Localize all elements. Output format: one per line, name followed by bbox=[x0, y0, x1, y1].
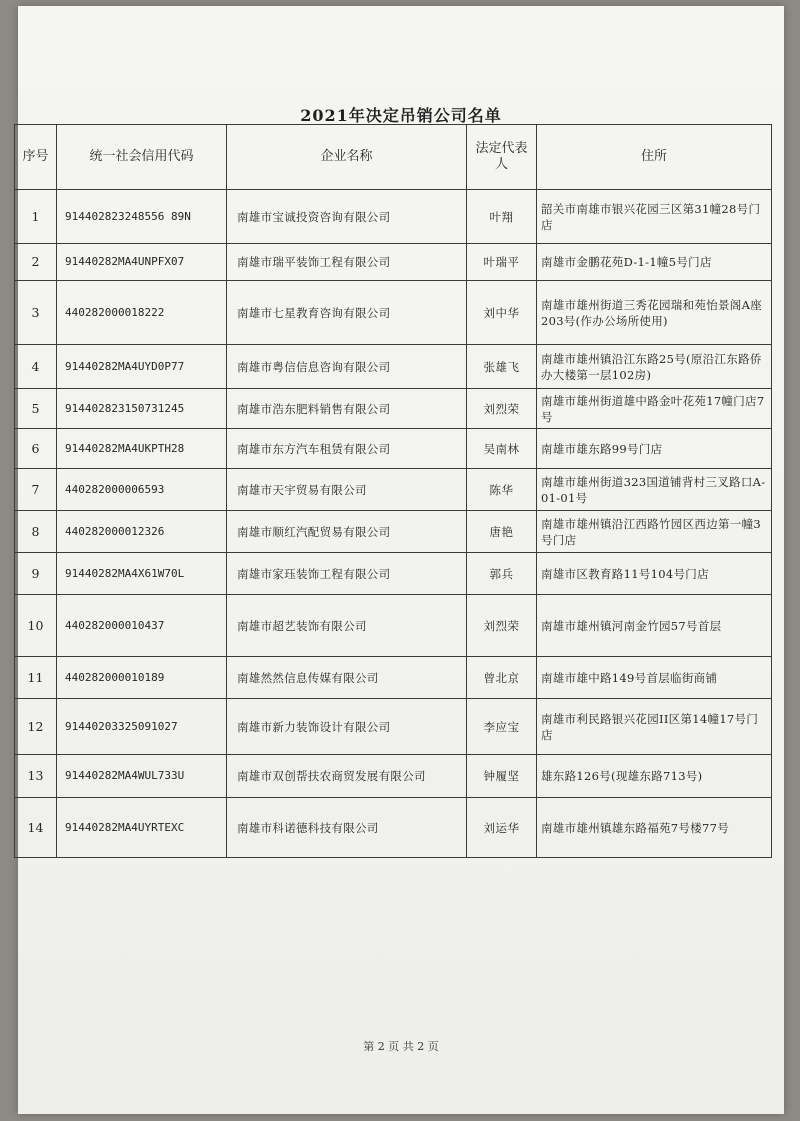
document-title: 2021年决定吊销公司名单 bbox=[300, 106, 502, 125]
header-no: 序号 bbox=[15, 125, 57, 190]
cell-name: 南雄市浩东肥料销售有限公司 bbox=[227, 389, 467, 429]
document-page bbox=[18, 6, 784, 1114]
cell-name: 南雄市天宇贸易有限公司 bbox=[227, 469, 467, 511]
table-row bbox=[15, 595, 772, 657]
table-row bbox=[15, 345, 772, 389]
cell-name: 南雄市瑞平装饰工程有限公司 bbox=[227, 244, 467, 281]
cell-rep: 吴南林 bbox=[467, 429, 537, 469]
cell-code: 914402823248556 89N bbox=[57, 190, 227, 244]
cell-addr: 南雄市雄州镇沿江东路25号(原沿江东路侨办大楼第一层102房) bbox=[537, 345, 772, 389]
cell-rep: 李应宝 bbox=[467, 699, 537, 755]
cell-name: 南雄市家珏装饰工程有限公司 bbox=[227, 553, 467, 595]
cell-rep: 刘运华 bbox=[467, 798, 537, 858]
cell-name: 南雄市粤信信息咨询有限公司 bbox=[227, 345, 467, 389]
cell-name: 南雄然然信息传媒有限公司 bbox=[227, 657, 467, 699]
cell-rep: 钟履坚 bbox=[467, 755, 537, 798]
cell-no: 14 bbox=[15, 798, 57, 858]
cell-code: 91440282MA4UYD0P77 bbox=[57, 345, 227, 389]
table-row bbox=[15, 469, 772, 511]
cell-no: 9 bbox=[15, 553, 57, 595]
cell-code: 91440282MA4UYRTEXC bbox=[57, 798, 227, 858]
cell-addr: 南雄市区教育路11号104号门店 bbox=[537, 553, 772, 595]
table-row bbox=[15, 281, 772, 345]
cell-no: 3 bbox=[15, 281, 57, 345]
cell-addr: 南雄市金鹏花苑D-1-1幢5号门店 bbox=[537, 244, 772, 281]
cell-no: 11 bbox=[15, 657, 57, 699]
cell-addr: 南雄市雄中路149号首层临街商铺 bbox=[537, 657, 772, 699]
cell-rep: 叶翔 bbox=[467, 190, 537, 244]
cell-name: 南雄市七星教育咨询有限公司 bbox=[227, 281, 467, 345]
cell-addr: 南雄市利民路银兴花园II区第14幢17号门店 bbox=[537, 699, 772, 755]
cell-code: 91440282MA4WUL733U bbox=[57, 755, 227, 798]
cell-code: 91440282MA4UKPTH28 bbox=[57, 429, 227, 469]
cell-addr: 南雄市雄州镇雄东路福苑7号楼77号 bbox=[537, 798, 772, 858]
cell-rep: 刘烈荣 bbox=[467, 595, 537, 657]
cell-addr: 南雄市雄州镇沿江西路竹园区西边第一幢3号门店 bbox=[537, 511, 772, 553]
cell-rep: 曾北京 bbox=[467, 657, 537, 699]
cell-rep: 叶瑞平 bbox=[467, 244, 537, 281]
cell-rep: 刘中华 bbox=[467, 281, 537, 345]
cell-no: 6 bbox=[15, 429, 57, 469]
cell-name: 南雄市宝诚投资咨询有限公司 bbox=[227, 190, 467, 244]
table-row bbox=[15, 511, 772, 553]
cell-no: 10 bbox=[15, 595, 57, 657]
header-code: 统一社会信用代码 bbox=[57, 125, 227, 190]
cell-name: 南雄市双创帮扶农商贸发展有限公司 bbox=[227, 755, 467, 798]
cell-rep: 刘烈荣 bbox=[467, 389, 537, 429]
table-row bbox=[15, 699, 772, 755]
cell-addr: 南雄市雄州街道三秀花园瑞和苑怡景阁A座203号(作办公场所使用) bbox=[537, 281, 772, 345]
cell-code: 440282000018222 bbox=[57, 281, 227, 345]
table-row bbox=[15, 553, 772, 595]
page-number-footer: 第 2 页 共 2 页 bbox=[363, 1040, 439, 1053]
cell-addr: 南雄市雄州街道雄中路金叶花苑17幢门店7号 bbox=[537, 389, 772, 429]
cell-no: 1 bbox=[15, 190, 57, 244]
header-addr: 住所 bbox=[537, 125, 772, 190]
table-header-row bbox=[15, 125, 772, 190]
cell-name: 南雄市超艺装饰有限公司 bbox=[227, 595, 467, 657]
cell-code: 440282000006593 bbox=[57, 469, 227, 511]
cell-code: 914402823150731245 bbox=[57, 389, 227, 429]
cell-rep: 陈华 bbox=[467, 469, 537, 511]
cell-code: 440282000012326 bbox=[57, 511, 227, 553]
cell-no: 8 bbox=[15, 511, 57, 553]
revoked-companies-table bbox=[14, 124, 772, 858]
cell-code: 440282000010189 bbox=[57, 657, 227, 699]
cell-no: 13 bbox=[15, 755, 57, 798]
cell-no: 12 bbox=[15, 699, 57, 755]
cell-addr: 雄东路126号(现雄东路713号) bbox=[537, 755, 772, 798]
cell-name: 南雄市东方汽车租赁有限公司 bbox=[227, 429, 467, 469]
cell-rep: 唐艳 bbox=[467, 511, 537, 553]
cell-code: 91440203325091027 bbox=[57, 699, 227, 755]
cell-no: 7 bbox=[15, 469, 57, 511]
cell-addr: 南雄市雄东路99号门店 bbox=[537, 429, 772, 469]
cell-no: 2 bbox=[15, 244, 57, 281]
cell-rep: 郭兵 bbox=[467, 553, 537, 595]
header-name: 企业名称 bbox=[227, 125, 467, 190]
cell-name: 南雄市顺红汽配贸易有限公司 bbox=[227, 511, 467, 553]
table-row bbox=[15, 244, 772, 281]
table-row bbox=[15, 798, 772, 858]
table-row bbox=[15, 755, 772, 798]
table-row bbox=[15, 389, 772, 429]
cell-addr: 南雄市雄州街道323国道铺背村三叉路口A-01-01号 bbox=[537, 469, 772, 511]
cell-rep: 张雄飞 bbox=[467, 345, 537, 389]
cell-addr: 韶关市南雄市银兴花园三区第31幢28号门店 bbox=[537, 190, 772, 244]
header-rep: 法定代表人 bbox=[467, 125, 537, 190]
cell-no: 4 bbox=[15, 345, 57, 389]
cell-addr: 南雄市雄州镇河南金竹园57号首层 bbox=[537, 595, 772, 657]
cell-code: 91440282MA4UNPFX07 bbox=[57, 244, 227, 281]
table-row bbox=[15, 429, 772, 469]
cell-code: 440282000010437 bbox=[57, 595, 227, 657]
table-row bbox=[15, 657, 772, 699]
cell-no: 5 bbox=[15, 389, 57, 429]
cell-name: 南雄市科诺德科技有限公司 bbox=[227, 798, 467, 858]
table-row bbox=[15, 190, 772, 244]
cell-name: 南雄市新力装饰设计有限公司 bbox=[227, 699, 467, 755]
cell-code: 91440282MA4X61W70L bbox=[57, 553, 227, 595]
